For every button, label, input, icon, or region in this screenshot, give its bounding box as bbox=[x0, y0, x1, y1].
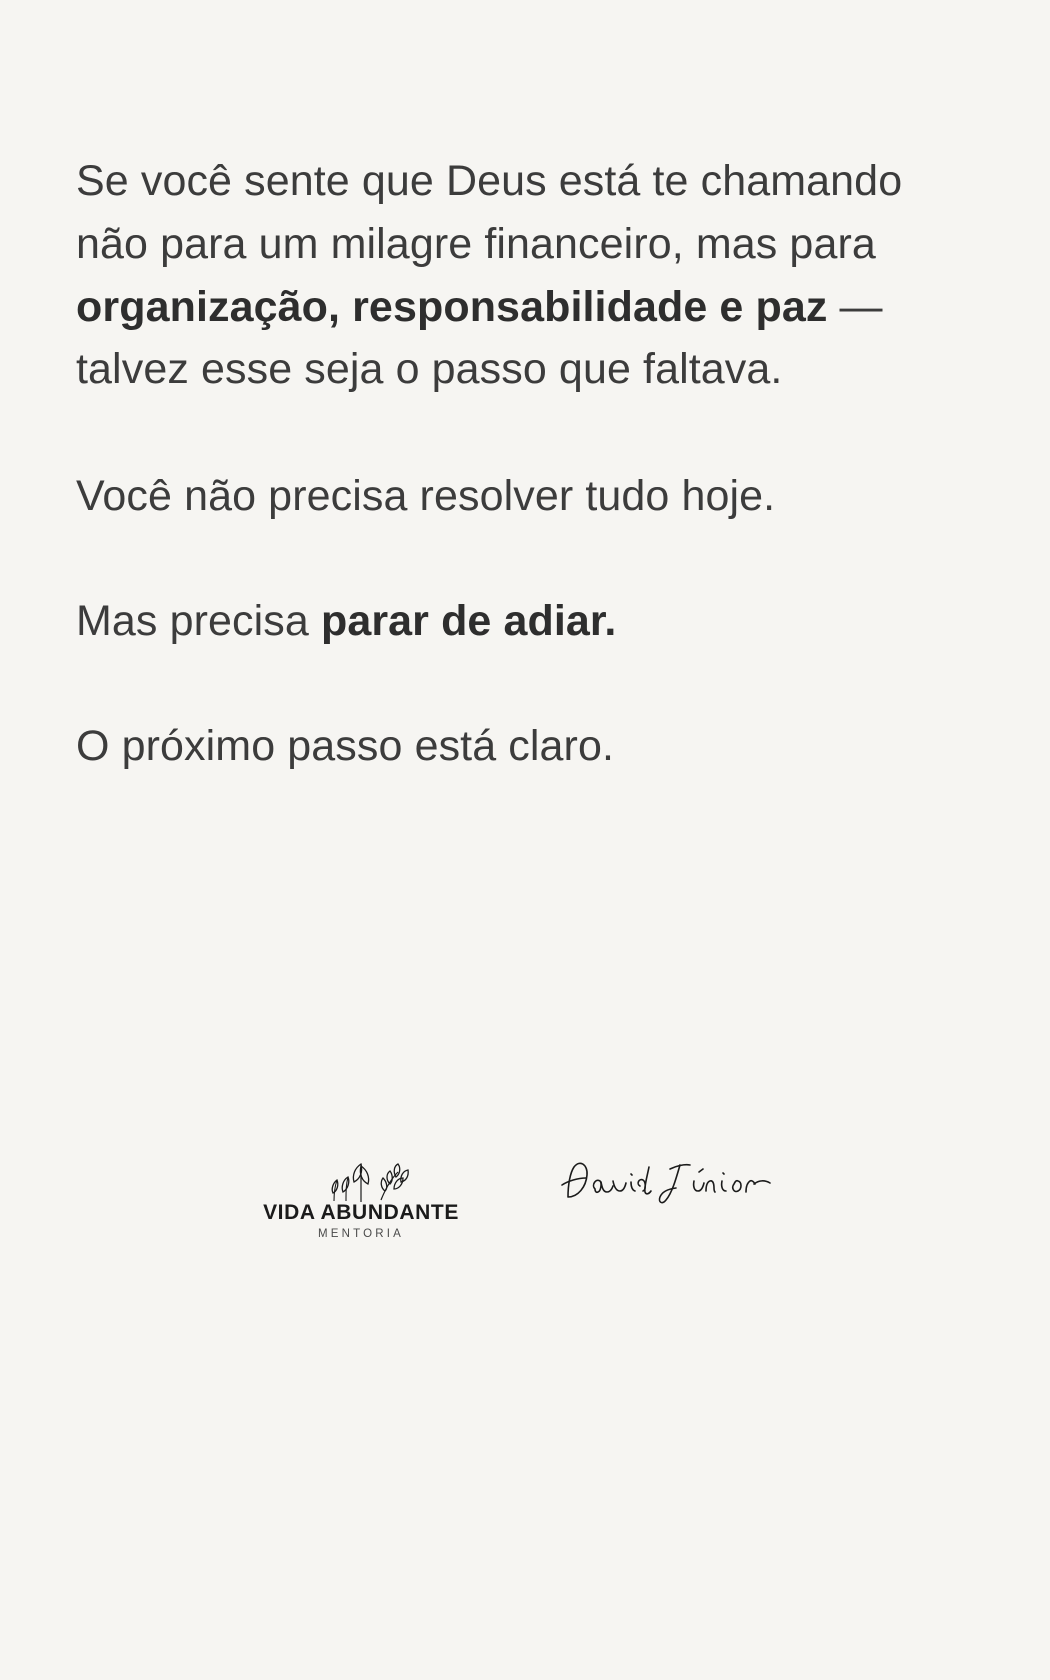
paragraph-2-segment-1: Você não precisa resolver tudo hoje. bbox=[76, 472, 776, 521]
author-signature bbox=[554, 1145, 794, 1225]
paragraph-2 bbox=[76, 465, 976, 528]
brand-wordmark: VIDA ABUNDANTE bbox=[263, 1201, 459, 1224]
paragraph-3 bbox=[76, 590, 976, 653]
paragraph-4-segment-1: O próximo passo está claro. bbox=[76, 721, 615, 770]
paragraph-1-segment-2: organização, responsabilidade e paz bbox=[76, 282, 828, 331]
paragraph-3-segment-1: Mas precisa bbox=[76, 596, 321, 645]
footer-branding bbox=[0, 1115, 1050, 1255]
message-body bbox=[76, 150, 976, 777]
paragraph-1-segment-3: — talvez esse seja o passo que faltava. bbox=[76, 282, 883, 394]
paragraph-4 bbox=[76, 715, 976, 778]
signature-icon bbox=[554, 1145, 794, 1225]
leaf-branch-icon bbox=[286, 1144, 436, 1206]
paragraph-3-segment-2: parar de adiar. bbox=[320, 596, 617, 645]
paragraph-1-segment-1: Se você sente que Deus está te chamando não para um milagre financeiro, mas para bbox=[76, 157, 903, 268]
brand-subtitle: MENTORIA bbox=[317, 1228, 405, 1240]
brand-logo bbox=[256, 1130, 466, 1240]
paragraph-1 bbox=[76, 150, 976, 401]
